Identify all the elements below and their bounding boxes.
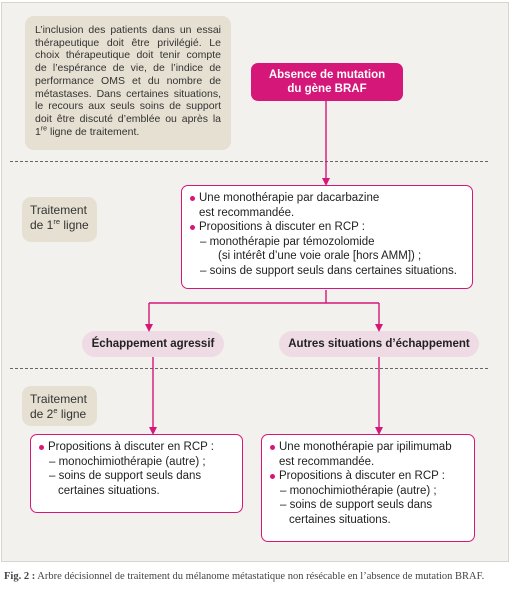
pill-other-escape: Autres situations d’échappement — [279, 331, 479, 357]
first-line-label-l1: Traitement — [30, 203, 87, 217]
caption-label: Fig. 2 : — [4, 571, 36, 582]
pill-aggressive-escape: Échappement agressif — [82, 331, 224, 357]
note-text: L’inclusion des patients dans un essai thérapeutique doit être privilégié. Le choix thérapeutique doit tenir compte de l’espérance de vie, de l’indice de performance OMS et du nombre de métastases. Dans certaines situations, le recours aux seuls soins de support doit être discuté d’emblée ou après la 1 — [35, 24, 221, 138]
right-box-sub-2b: certaines situations. — [289, 513, 391, 526]
first-box-sub-1: – monothérapie par témozolomide — [200, 235, 375, 248]
figure-caption — [4, 571, 506, 583]
braf-box-line2: du gène BRAF — [287, 83, 367, 95]
right-box-sub-2: – soins de support seuls dans — [280, 499, 433, 511]
right-box-bullet-1: Une monothérapie par ipilimumab est recommandée. — [270, 440, 466, 469]
note-sup: re — [40, 125, 48, 133]
right-box-bullet-2: Propositions à discuter en RCP : — [270, 469, 466, 484]
left-box-sub-2: – soins de support seuls dans — [49, 470, 202, 482]
second-line-label-l1: Traitement — [30, 392, 87, 406]
first-line-label-l2: de 1re ligne — [30, 217, 89, 232]
second-line-label-l2: de 2e ligne — [30, 406, 87, 421]
first-box-bullet-2: Propositions à discuter en RCP : — [190, 220, 464, 235]
left-box-sub-1: – monochimiothérapie (autre) ; — [49, 455, 206, 468]
first-box-bullet-1: Une monothérapie par dacarbazine est recommandée. — [190, 191, 464, 220]
note-tail: ligne de traitement. — [47, 125, 140, 138]
right-box-sub-1: – monochimiothérapie (autre) ; — [280, 484, 437, 497]
caption-text: Arbre décisionnel de traitement du mélanome métastatique non résécable en l’absence de mutation BRAF. — [35, 571, 485, 582]
first-box-sub-2: – soins de support seuls dans certaines situations. — [200, 264, 457, 277]
first-box-sub-1b: (si intérêt d’une voie orale [hors AMM]) ; — [218, 250, 422, 262]
left-box-bullet-1: Propositions à discuter en RCP : — [39, 440, 234, 455]
braf-box-line1: Absence de mutation — [268, 69, 386, 81]
left-box-sub-2b: certaines situations. — [58, 484, 160, 497]
